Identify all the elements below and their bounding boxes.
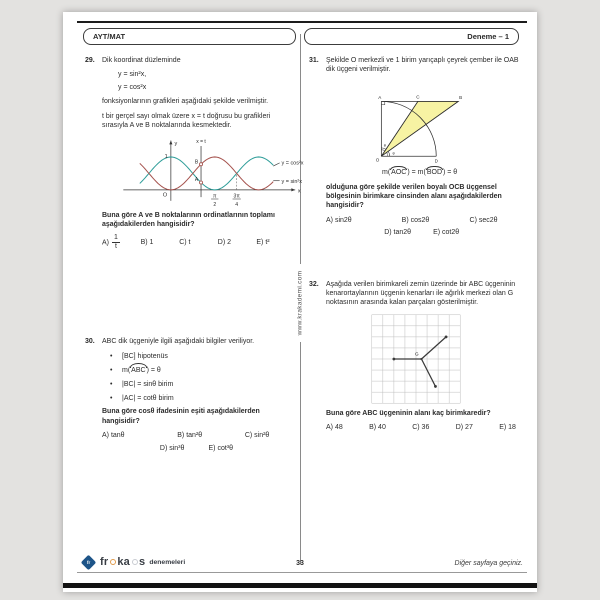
brand-logo-icon: fr — [81, 554, 97, 570]
origin-label: O — [162, 193, 168, 200]
q29-eq2: y = cos²x — [118, 83, 147, 91]
option-a: A) 48 — [326, 424, 343, 432]
q29-body1: fonksiyonlarının grafikleri aşağıdaki şekilde verilmiştir. — [102, 98, 269, 106]
option-d: D) tan2θ — [384, 229, 412, 237]
angle-arc-notation: BOD — [426, 169, 442, 177]
question-32 — [309, 280, 520, 433]
page-bottom-edge — [63, 583, 537, 588]
q31-options-row2 — [326, 228, 520, 237]
x-axis-label: x — [297, 189, 301, 196]
option-d: D) 27 — [455, 424, 473, 432]
right-angle-mark — [381, 101, 384, 104]
option-d: D) sin³θ — [159, 444, 185, 452]
center-O-label: O — [375, 157, 380, 163]
angle-arc-notation: ABC — [131, 366, 146, 374]
header-right-box — [304, 28, 519, 45]
q32-stem: Buna göre ABC üçgeninin alanı kaç birimkaredir? — [326, 409, 491, 417]
exam-page — [63, 12, 537, 592]
vertex-A-label: A — [378, 94, 382, 100]
right-column — [309, 56, 520, 433]
option-d: D) 2 — [217, 239, 232, 247]
q31-quarter-circle-figure — [360, 80, 482, 165]
q32-body: Aşağıda verilen birimkareli zemin üzerinde bir ABC üçgeninin kenarortaylarının üçgenin kenarları ile ağırlık merkezi olan G noktasının arasında kalan parçaları gösterilmiştir. — [326, 280, 516, 307]
q29-equations — [118, 70, 295, 92]
q29-intro: Dik koordinat düzleminde — [102, 57, 181, 64]
q31-condition: m(AOC) = m(BOD) = θ — [382, 169, 458, 177]
q30-bullet-4: • |AC| = cotθ birim — [110, 394, 174, 402]
point-B-marker — [199, 163, 202, 166]
q32-options — [326, 423, 520, 432]
centroid-G-label: G — [414, 352, 419, 358]
q30-bullet-1: • [BC] hipotenüs — [110, 352, 168, 360]
page-number: 33 — [296, 560, 304, 567]
option-e: E) cot³θ — [208, 444, 234, 452]
point-A-label: A — [194, 177, 199, 184]
q31-options-row1 — [326, 216, 520, 225]
q30-stem: Buna göre cosθ ifadesinin eşiti aşağıdakilerden hangisidir? — [102, 408, 260, 425]
y-one-tick: 1 — [164, 154, 168, 161]
question-31 — [309, 56, 520, 238]
option-e: E) 18 — [499, 424, 516, 432]
header-left-box — [83, 28, 296, 45]
t-line-label: x = t — [196, 139, 206, 146]
q31-intro: Şekilde O merkezli ve 1 birim yarıçaplı çeyrek çember ile OAB dik üçgeni verilmiştir. — [326, 57, 519, 74]
angle-arc-notation: AOC — [391, 169, 407, 177]
q30-options-row2 — [102, 444, 295, 453]
y-axis-label: y — [174, 141, 178, 148]
point-D-label: D — [434, 158, 438, 164]
question-number: 29. — [85, 57, 95, 64]
option-b: B) tan²θ — [177, 432, 203, 440]
3pi-over-4-num: 3π — [233, 194, 240, 201]
option-a: A) sin2θ — [326, 216, 352, 224]
point-A-marker — [199, 181, 202, 184]
option-c: C) t — [179, 239, 191, 247]
option-c: C) sec2θ — [469, 216, 498, 224]
q30-bullet-2: • m(ABC) = θ — [110, 366, 161, 374]
option-a: A) $\frac{1}{t}$ — [102, 234, 118, 251]
option-c: C) sin²θ — [244, 432, 270, 440]
cos-curve-label: y = cos²x — [281, 161, 304, 168]
midpoint-marker — [445, 335, 448, 338]
top-rule — [77, 21, 527, 23]
theta-AOC-label: θ — [383, 143, 386, 148]
midpoint-marker — [392, 357, 395, 360]
fraction: $\frac{1}{t}$ — [114, 234, 118, 251]
exam-type-label: AYT/MAT — [93, 32, 126, 41]
question-number: 30. — [85, 338, 95, 346]
exam-name-label: Deneme – 1 — [467, 32, 509, 41]
q29-body2: t bir gerçel sayı olmak üzere x = t doğrusu bu grafikleri sırasıyla A ve B noktalarında kesmektedir. — [102, 112, 271, 130]
midpoint-marker — [434, 385, 437, 388]
pi-over-2-num: π — [213, 194, 217, 201]
sin-curve-label: y = sin²x — [281, 179, 302, 186]
q30-options-row1 — [102, 431, 295, 440]
question-number: 31. — [309, 57, 319, 64]
q30-intro: ABC dik üçgeniyle ilgili aşağıdaki bilgiler veriliyor. — [102, 338, 255, 346]
point-B-label: B — [194, 159, 199, 166]
option-e: E) cot2θ — [433, 229, 460, 237]
next-page-note: Diğer sayfaya geçiniz. — [454, 560, 523, 567]
footer-rule — [77, 572, 527, 573]
q32-grid-figure — [370, 313, 462, 405]
option-e: E) t² — [256, 239, 270, 247]
question-30 — [85, 337, 295, 453]
angle-BOD-arc — [387, 152, 388, 156]
angle-BOD-arc — [388, 151, 390, 156]
angle-AOC-arc — [381, 148, 386, 149]
brand-suffix: denemeleri — [149, 558, 186, 566]
centroid-marker — [420, 358, 422, 360]
pi-over-2-den: 2 — [213, 202, 217, 209]
watermark-url: www.krakademi.com — [297, 266, 304, 341]
question-29 — [85, 56, 304, 251]
option-c: C) 36 — [412, 424, 430, 432]
q29-stem: Buna göre A ve B noktalarının ordinatlarının toplamı aşağıdakilerden hangisidir? — [102, 211, 275, 228]
vertex-B-label: B — [459, 94, 463, 100]
q29-eq1: y = sin²x, — [118, 71, 147, 79]
question-number: 32. — [309, 280, 319, 288]
column-divider — [300, 342, 301, 564]
3pi-over-4-den: 4 — [235, 202, 239, 209]
option-a: A) tanθ — [102, 432, 125, 440]
q31-stem: olduğuna göre şekilde verilen boyalı OCB üçgensel bölgesinin birimkare cinsinden alanı aşağıdakilerden hangisidir? — [326, 183, 502, 210]
q29-trig-graph — [116, 135, 308, 208]
angle-AOC-arc — [381, 150, 385, 151]
option-b: B) 1 — [140, 239, 154, 247]
point-C-label: C — [416, 94, 420, 100]
brand-wordmark: fr ka s — [100, 556, 146, 568]
q30-bullet-3: • |BC| = sinθ birim — [110, 380, 174, 388]
theta-BOD-label: θ — [392, 151, 395, 156]
q29-options — [102, 234, 295, 251]
option-b: B) cos2θ — [401, 216, 430, 224]
option-b: B) 40 — [369, 424, 386, 432]
